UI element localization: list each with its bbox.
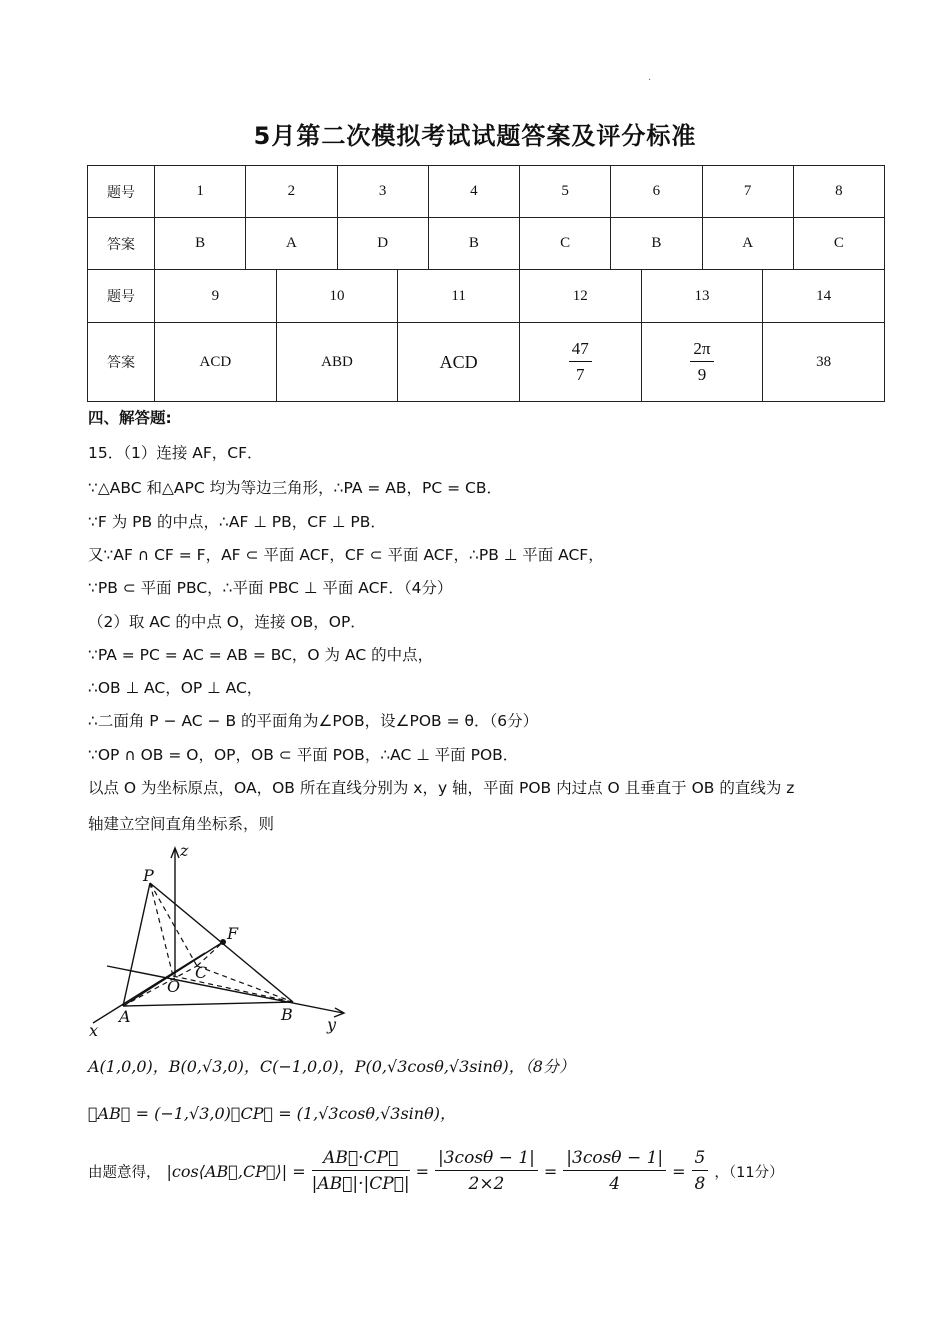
answer-cell: C — [793, 218, 884, 270]
answer-cell: 38 — [763, 323, 885, 402]
question-number: 3 — [337, 166, 428, 218]
solution-line: 又∵AF ∩ CF = F，AF ⊂ 平面 ACF，CF ⊂ 平面 ACF，∴PB ⊥ 平面 ACF， — [88, 546, 604, 564]
question-number: 1 — [155, 166, 246, 218]
fraction — [690, 339, 713, 385]
solution-line: ∵PB ⊂ 平面 PBC，∴平面 PBC ⊥ 平面 ACF．（4分） — [88, 579, 453, 597]
denominator: |AB⃗|·|CP⃗| — [311, 1174, 410, 1194]
numerator: |3cosθ − 1| — [563, 1148, 666, 1171]
edge-PA — [123, 883, 150, 1006]
section-heading: 四、解答题: — [88, 409, 172, 427]
label-z: z — [180, 841, 189, 860]
solution-line: ∵△ABC 和△APC 均为等边三角形，∴PA = AB，PC = CB． — [88, 479, 502, 497]
solution-line: ∵OP ∩ OB = O，OP，OB ⊂ 平面 POB，∴AC ⊥ 平面 POB． — [88, 746, 519, 764]
label-x: x — [89, 1021, 99, 1038]
answer-cell: B — [611, 218, 702, 270]
edge-AB — [123, 1002, 293, 1006]
solution-line: 15．（1）连接 AF，CF． — [88, 444, 263, 462]
label-B: B — [281, 1005, 293, 1024]
eq-lhs: |cos⟨AB⃗,CP⃗⟩| = — [166, 1161, 306, 1181]
numerator: 5 — [692, 1148, 709, 1171]
answer-cell: A — [702, 218, 793, 270]
answer-cell: ACD — [398, 323, 520, 402]
numerator: 47 — [569, 339, 592, 362]
answer-table-1 — [87, 165, 885, 270]
label-A: A — [119, 1007, 131, 1026]
question-number: 5 — [520, 166, 611, 218]
fraction — [692, 1148, 709, 1194]
page-title: 5月第二次模拟考试试题答案及评分标准 — [253, 122, 697, 150]
label-y: y — [327, 1015, 337, 1034]
table-row — [88, 166, 885, 218]
question-number: 14 — [763, 270, 885, 323]
solution-line: 轴建立空间直角坐标系，则 — [88, 815, 275, 833]
fraction — [563, 1148, 666, 1194]
solution-line: ∴二面角 P − AC − B 的平面角为∠POB，设∠POB = θ．（6分） — [88, 712, 539, 730]
numerator: 2π — [690, 339, 713, 362]
equals-sign: = — [672, 1161, 686, 1181]
row-label: 题号 — [88, 270, 155, 323]
question-number: 12 — [519, 270, 641, 323]
label-F: F — [227, 924, 239, 943]
fraction — [312, 1148, 410, 1194]
stray-dot: . — [648, 72, 652, 83]
numerator: AB⃗·CP⃗ — [312, 1148, 410, 1171]
label-O: O — [167, 977, 181, 996]
eq-suffix: ，（11分） — [714, 1164, 784, 1181]
denominator: 7 — [576, 365, 585, 384]
answer-cell: C — [520, 218, 611, 270]
question-number: 9 — [155, 270, 277, 323]
table-row — [88, 218, 885, 270]
answer-cell: D — [337, 218, 428, 270]
question-number: 7 — [702, 166, 793, 218]
answer-cell: A — [246, 218, 337, 270]
denominator: 8 — [694, 1174, 706, 1194]
answer-cell: ACD — [155, 323, 277, 402]
row-label: 答案 — [88, 218, 155, 270]
answer-cell: B — [428, 218, 519, 270]
question-number: 4 — [428, 166, 519, 218]
question-number: 8 — [793, 166, 884, 218]
label-C: C — [195, 963, 208, 982]
denominator: 9 — [697, 365, 707, 384]
answer-cell-fraction — [519, 323, 641, 402]
denominator: 4 — [609, 1174, 621, 1194]
fraction — [435, 1148, 538, 1194]
point-F — [220, 939, 226, 945]
edge-PO — [150, 883, 173, 976]
question-number: 11 — [398, 270, 520, 323]
question-number: 13 — [641, 270, 763, 323]
table-row — [88, 323, 885, 402]
question-number: 2 — [246, 166, 337, 218]
answer-cell: ABD — [276, 323, 398, 402]
answer-cell-fraction — [641, 323, 763, 402]
solution-line: ∵PA = PC = AC = AB = BC，O 为 AC 的中点， — [88, 646, 434, 664]
denominator: 2×2 — [468, 1174, 505, 1194]
answer-table-2 — [87, 269, 885, 402]
equals-sign: = — [415, 1161, 430, 1181]
equation-cosine — [88, 1148, 784, 1194]
row-label: 答案 — [88, 323, 155, 402]
solution-line: 以点 O 为坐标原点，OA，OB 所在直线分别为 x，y 轴，平面 POB 内过点 O 且垂直于 OB 的直线为 z — [88, 779, 795, 797]
edge-PC — [150, 883, 197, 966]
fraction — [569, 339, 592, 385]
numerator: |3cosθ − 1| — [435, 1148, 538, 1171]
equation-vectors: ∴AB⃗ = (−1,√3,0)，CP⃗ = (1,√3cosθ,√3sinθ)， — [88, 1104, 456, 1123]
row-label: 题号 — [88, 166, 155, 218]
table-row — [88, 270, 885, 323]
solution-line: （2）取 AC 的中点 O，连接 OB，OP． — [88, 613, 366, 631]
label-P: P — [143, 866, 154, 885]
answer-cell: B — [155, 218, 246, 270]
solution-line: ∴OB ⊥ AC，OP ⊥ AC， — [88, 679, 263, 697]
question-number: 6 — [611, 166, 702, 218]
eq-prefix: 由题意得， — [88, 1164, 161, 1181]
solution-line: ∵F 为 PB 的中点，∴AF ⊥ PB，CF ⊥ PB． — [88, 513, 386, 531]
question-number: 10 — [276, 270, 398, 323]
equation-coordinates: A(1,0,0)，B(0,√3,0)，C(−1,0,0)，P(0,√3cosθ,√3sinθ)，（8分） — [88, 1057, 575, 1076]
equals-sign: = — [543, 1161, 558, 1181]
geometry-figure — [85, 838, 355, 1038]
